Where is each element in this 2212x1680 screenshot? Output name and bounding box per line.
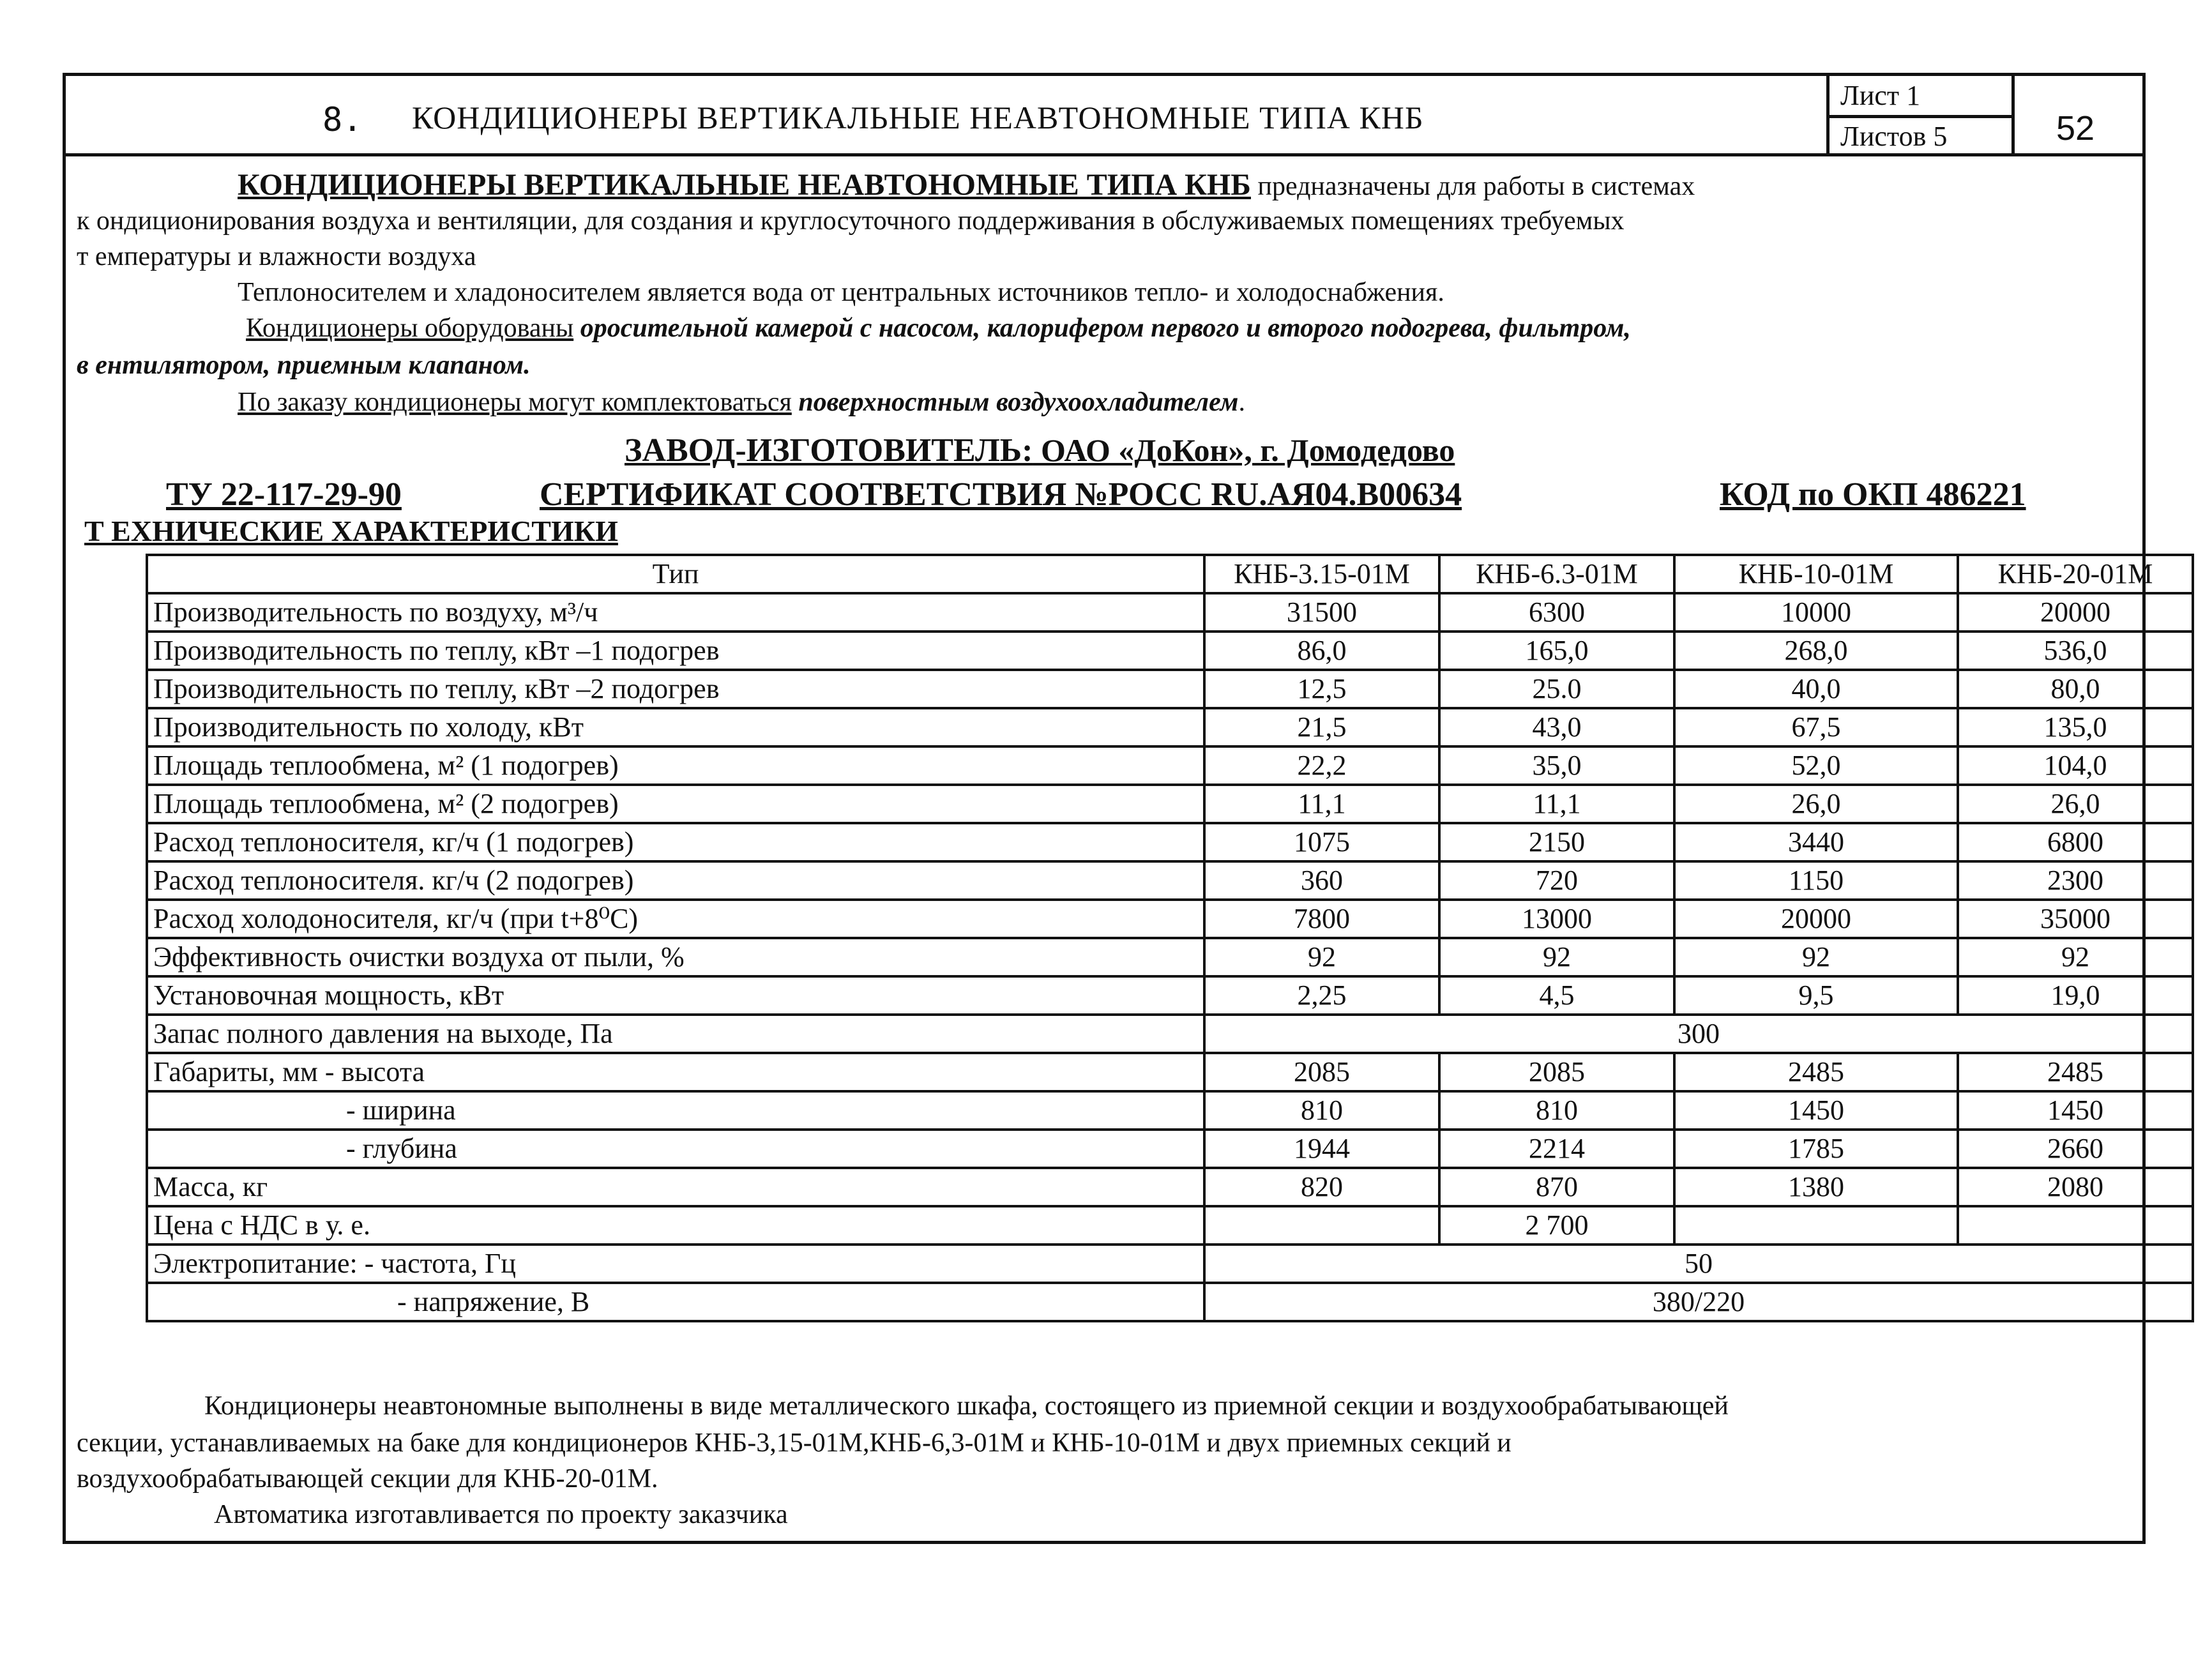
table-header-row: [147, 555, 2193, 593]
row-label: Габариты, мм - высота: [147, 1053, 1204, 1091]
cell: 9,5: [1674, 976, 1958, 1015]
table-row: [147, 1283, 2193, 1321]
section-title: Т ЕХНИЧЕСКИЕ ХАРАКТЕРИСТИКИ: [84, 515, 618, 547]
equipment-list: оросительной камерой с насосом, калорифером первого и второго подогрева, фильтром,: [573, 314, 1631, 343]
table-row: [147, 746, 2193, 785]
cell: 536,0: [1958, 632, 2193, 670]
row-label: Площадь теплообмена, м² (2 подогрев): [147, 785, 1204, 823]
cell: 92: [1674, 938, 1958, 976]
cell: 35,0: [1439, 746, 1674, 785]
header-cell: КНБ-3.15-01М: [1204, 555, 1439, 593]
row-label: Запас полного давления на выходе, Па: [147, 1015, 1204, 1053]
table-row: [147, 1053, 2193, 1091]
cell: 870: [1439, 1168, 1674, 1206]
cell: 2150: [1439, 823, 1674, 861]
row-label: Расход теплоносителя. кг/ч (2 подогрев): [147, 861, 1204, 900]
row-label: Расход холодоносителя, кг/ч (при t+8⁰С): [147, 900, 1204, 938]
cell: [1958, 1206, 2193, 1245]
cell: 21,5: [1204, 708, 1439, 746]
sheets-count-label: Листов 5: [1840, 121, 1948, 152]
table-row: [147, 938, 2193, 976]
intro-paragraph-3-line-2: в ентилятором, приемным клапаном.: [77, 351, 531, 380]
cell: 2660: [1958, 1130, 2193, 1168]
header-cell: КНБ-10-01М: [1674, 555, 1958, 593]
cell: 6300: [1439, 593, 1674, 632]
cell: 300: [1204, 1015, 2193, 1053]
cell: 7800: [1204, 900, 1439, 938]
cell: 22,2: [1204, 746, 1439, 785]
intro-paragraph-2: Теплоносителем и хладоносителем является вода от центральных источников тепло- и холодоснабжения.: [238, 278, 1444, 307]
footer-line-1: Кондиционеры неавтономные выполнены в виде металлического шкафа, состоящего из приемной секции и воздухообрабатывающей: [204, 1391, 1729, 1421]
table-row: [147, 1015, 2193, 1053]
table-row: [147, 861, 2193, 900]
table-row: [147, 900, 2193, 938]
header-cell: Тип: [147, 555, 1204, 593]
cell: 2080: [1958, 1168, 2193, 1206]
manufacturer-name: ОАО «ДоКон», г. Домодедово: [1033, 432, 1455, 468]
footer-line-4: Автоматика изготавливается по проекту заказчика: [214, 1500, 788, 1529]
table-row: [147, 593, 2193, 632]
table-row: [147, 708, 2193, 746]
page-number: 52: [2056, 109, 2095, 148]
cell: 80,0: [1958, 670, 2193, 708]
option-label: По заказу кондиционеры могут комплектоваться: [238, 388, 792, 417]
cell: 104,0: [1958, 746, 2193, 785]
cell: 26,0: [1958, 785, 2193, 823]
cell: 360: [1204, 861, 1439, 900]
equipment-label: Кондиционеры оборудованы: [246, 314, 574, 343]
cell: 2214: [1439, 1130, 1674, 1168]
manufacturer-label: ЗАВОД-ИЗГОТОВИТЕЛЬ:: [625, 432, 1033, 469]
cell: 268,0: [1674, 632, 1958, 670]
cell: 2,25: [1204, 976, 1439, 1015]
header-divider: [63, 153, 2142, 156]
okp-code: КОД по ОКП 486221: [1720, 476, 2026, 513]
row-label: - глубина: [147, 1130, 1204, 1168]
row-label: Электропитание: - частота, Гц: [147, 1245, 1204, 1283]
cell: 20000: [1674, 900, 1958, 938]
intro-paragraph-1: [238, 167, 1695, 202]
intro-paragraph-1-line-2: к ондиционирования воздуха и вентиляции, для создания и круглосуточного поддерживания в обслуживаемых помещениях требуемых: [77, 206, 1625, 236]
cell: 3440: [1674, 823, 1958, 861]
manufacturer-line: [625, 432, 1455, 469]
table-row: [147, 1130, 2193, 1168]
cell: 13000: [1439, 900, 1674, 938]
cell: 2300: [1958, 861, 2193, 900]
sheet-box-divider: [1826, 115, 2011, 118]
cell: 1944: [1204, 1130, 1439, 1168]
cell: 11,1: [1204, 785, 1439, 823]
cell: 1075: [1204, 823, 1439, 861]
row-label: Производительность по холоду, кВт: [147, 708, 1204, 746]
cell: 2 700: [1439, 1206, 1674, 1245]
row-label: Производительность по воздуху, м³/ч: [147, 593, 1204, 632]
cell: 92: [1204, 938, 1439, 976]
page-title: КОНДИЦИОНЕРЫ ВЕРТИКАЛЬНЫЕ НЕАВТОНОМНЫЕ ТИПА КНБ: [412, 100, 1424, 135]
specs-table: [146, 554, 2194, 1322]
row-label: - напряжение, В: [147, 1283, 1204, 1321]
sheet-label: Лист 1: [1840, 80, 1921, 111]
option-end: .: [1238, 388, 1245, 417]
intro-paragraph-3: [246, 313, 1631, 344]
cell: 40,0: [1674, 670, 1958, 708]
cell: 1785: [1674, 1130, 1958, 1168]
cell: 1380: [1674, 1168, 1958, 1206]
row-label: Цена с НДС в у. е.: [147, 1206, 1204, 1245]
cell: 12,5: [1204, 670, 1439, 708]
cell: 52,0: [1674, 746, 1958, 785]
table-row: [147, 670, 2193, 708]
intro-paragraph-4: [238, 387, 1245, 418]
header-page-divider: [2011, 73, 2015, 156]
cell: 135,0: [1958, 708, 2193, 746]
cell: 86,0: [1204, 632, 1439, 670]
cell: 380/220: [1204, 1283, 2193, 1321]
cell: 92: [1439, 938, 1674, 976]
cell: 810: [1439, 1091, 1674, 1130]
header-cell: КНБ-20-01М: [1958, 555, 2193, 593]
cell: 810: [1204, 1091, 1439, 1130]
tu-code: ТУ 22-117-29-90: [166, 476, 402, 513]
cell: 92: [1958, 938, 2193, 976]
row-label: Площадь теплообмена, м² (1 подогрев): [147, 746, 1204, 785]
cell: 67,5: [1674, 708, 1958, 746]
cell: 720: [1439, 861, 1674, 900]
cell: 820: [1204, 1168, 1439, 1206]
table-row: [147, 1168, 2193, 1206]
row-label: Эффективность очистки воздуха от пыли, %: [147, 938, 1204, 976]
cell: 25.0: [1439, 670, 1674, 708]
cell: 2485: [1958, 1053, 2193, 1091]
table-row: [147, 1091, 2193, 1130]
header-sheet-divider: [1826, 73, 1829, 156]
cell: 1450: [1958, 1091, 2193, 1130]
cell: [1674, 1206, 1958, 1245]
cell: 2085: [1439, 1053, 1674, 1091]
row-label: Производительность по теплу, кВт –2 подогрев: [147, 670, 1204, 708]
cell: 50: [1204, 1245, 2193, 1283]
option-item: поверхностным воздухоохладителем: [791, 388, 1239, 417]
intro-paragraph-1-line-3: т емпературы и влажности воздуха: [77, 242, 476, 271]
table-row: [147, 785, 2193, 823]
table-row: [147, 823, 2193, 861]
table-row: [147, 1206, 2193, 1245]
cell: 43,0: [1439, 708, 1674, 746]
section-number: 8.: [322, 101, 363, 139]
cell: 11,1: [1439, 785, 1674, 823]
cell: 19,0: [1958, 976, 2193, 1015]
header-cell: КНБ-6.3-01М: [1439, 555, 1674, 593]
cell: 31500: [1204, 593, 1439, 632]
intro-text: предназначены для работы в системах: [1251, 172, 1695, 201]
cell: 2085: [1204, 1053, 1439, 1091]
certificate-code: СЕРТИФИКАТ СООТВЕТСТВИЯ №РОСС RU.АЯ04.В00634: [540, 476, 1462, 513]
row-label: Масса, кг: [147, 1168, 1204, 1206]
cell: 26,0: [1674, 785, 1958, 823]
cell: 10000: [1674, 593, 1958, 632]
cell: 4,5: [1439, 976, 1674, 1015]
cell: 1450: [1674, 1091, 1958, 1130]
row-label: Расход теплоносителя, кг/ч (1 подогрев): [147, 823, 1204, 861]
cell: 2485: [1674, 1053, 1958, 1091]
cell: 6800: [1958, 823, 2193, 861]
table-row: [147, 632, 2193, 670]
product-name: КОНДИЦИОНЕРЫ ВЕРТИКАЛЬНЫЕ НЕАВТОНОМНЫЕ ТИПА КНБ: [238, 168, 1251, 202]
row-label: - ширина: [147, 1091, 1204, 1130]
footer-line-3: воздухообрабатывающей секции для КНБ-20-01М.: [77, 1464, 658, 1494]
cell: 35000: [1958, 900, 2193, 938]
row-label: Установочная мощность, кВт: [147, 976, 1204, 1015]
footer-line-2: секции, устанавливаемых на баке для кондиционеров КНБ-3,15-01М,КНБ-6,3-01М и КНБ-10-01М и двух приемных секций и: [77, 1428, 1511, 1458]
cell: 1150: [1674, 861, 1958, 900]
cell: 165,0: [1439, 632, 1674, 670]
table-row: [147, 1245, 2193, 1283]
table-row: [147, 976, 2193, 1015]
cell: 20000: [1958, 593, 2193, 632]
cell: [1204, 1206, 1439, 1245]
row-label: Производительность по теплу, кВт –1 подогрев: [147, 632, 1204, 670]
